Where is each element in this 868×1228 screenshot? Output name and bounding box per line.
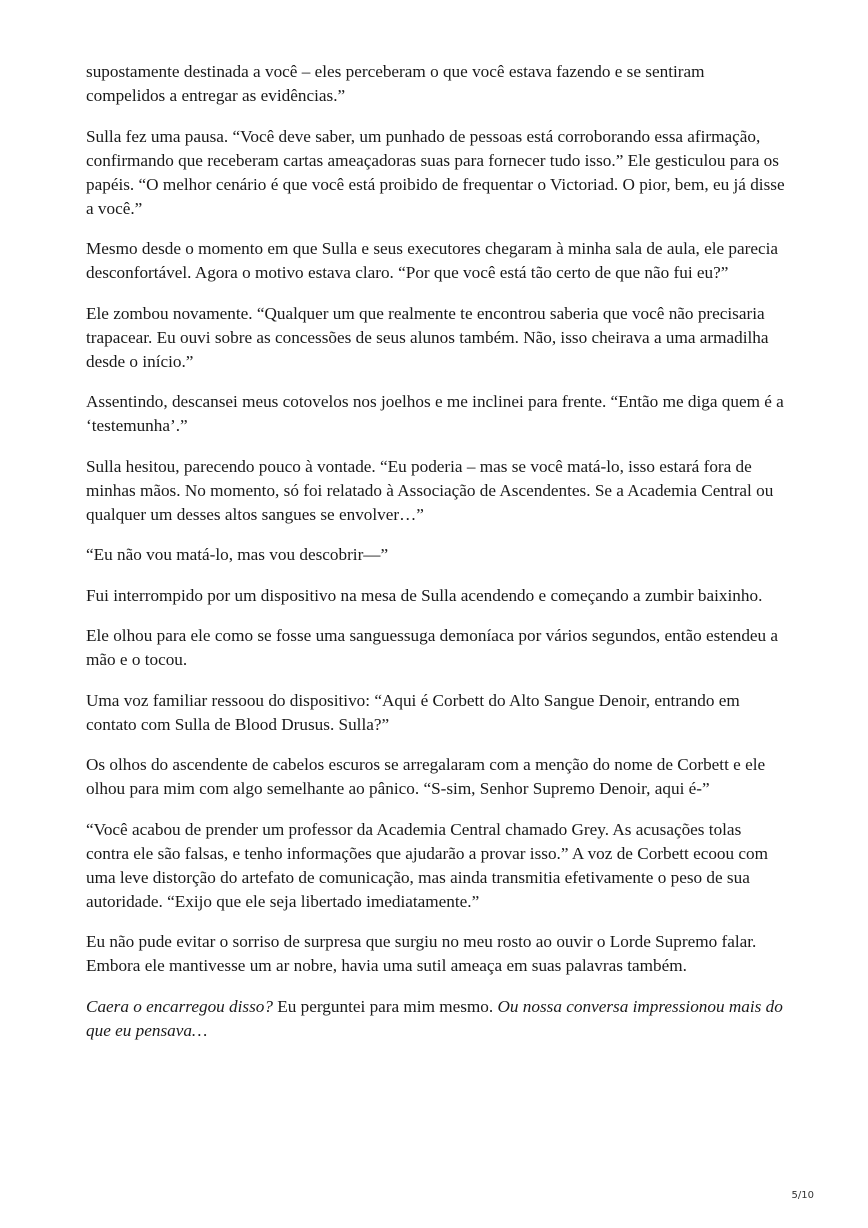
paragraph: Sulla hesitou, parecendo pouco à vontade. “Eu poderia – mas se você matá-lo, isso estará fora de minhas mãos. No momento, só foi relatado à Associação de Ascendentes. Se a Academia Central ou qualquer um desses altos sangues se envolver…”: [86, 456, 774, 524]
page-number: 5/10: [791, 1190, 814, 1201]
paragraph: supostamente destinada a você – eles perceberam o que você estava fazendo e se sentiram compelidos a entregar as evidências.”: [86, 62, 705, 105]
paragraph: Ele olhou para ele como se fosse uma sanguessuga demoníaca por vários segundos, então estendeu a mão e o tocou.: [86, 626, 779, 669]
italic-thought: Caera o encarregou disso?: [86, 996, 273, 1016]
narration-text: Eu perguntei para mim mesmo.: [272, 996, 498, 1016]
paragraph: Ele zombou novamente. “Qualquer um que realmente te encontrou saberia que você não precisaria trapacear. Eu ouvi sobre as concessões de seus alunos também. Não, isso cheirava a uma armadilha desde o início.”: [86, 303, 769, 371]
paragraph: Fui interrompido por um dispositivo na mesa de Sulla acendendo e começando a zumbir baixinho.: [86, 585, 763, 605]
paragraph: Sulla fez uma pausa. “Você deve saber, um punhado de pessoas está corroborando essa afirmação, confirmando que receberam cartas ameaçadoras suas para fornecer tudo isso.” Ele gesticulou para os papéis. “O melhor cenário é que você está proibido de frequentar o Victoriad. O pior, bem, eu já disse a você.”: [86, 126, 785, 218]
paragraph: Os olhos do ascendente de cabelos escuros se arregalaram com a menção do nome de Corbett e ele olhou para mim com algo semelhante ao pânico. “S-sim, Senhor Supremo Denoir, aqui é-”: [86, 755, 766, 798]
document-body: [86, 60, 786, 1059]
paragraph: Mesmo desde o momento em que Sulla e seus executores chegaram à minha sala de aula, ele parecia desconfortável. Agora o motivo estava claro. “Por que você está tão certo de que não fui eu?”: [86, 239, 779, 282]
paragraph: “Você acabou de prender um professor da Academia Central chamado Grey. As acusações tolas contra ele são falsas, e tenho informações que ajudarão a provar isso.” A voz de Corbett ecoou com uma leve distorção do artefato de comunicação, mas ainda transmitia efetivamente o peso de sua autoridade. “Exijo que ele seja libertado imediatamente.”: [86, 819, 769, 911]
paragraph: Eu não pude evitar o sorriso de surpresa que surgiu no meu rosto ao ouvir o Lorde Supremo falar. Embora ele mantivesse um ar nobre, havia uma sutil ameaça em suas palavras também.: [86, 932, 757, 975]
paragraph: Assentindo, descansei meus cotovelos nos joelhos e me inclinei para frente. “Então me diga quem é a ‘testemunha’.”: [86, 392, 784, 435]
paragraph: “Eu não vou matá-lo, mas vou descobrir—”: [86, 545, 389, 564]
paragraph: Uma voz familiar ressoou do dispositivo: “Aqui é Corbett do Alto Sangue Denoir, entrando em contato com Sulla de Blood Drusus. Sulla?”: [86, 690, 740, 734]
last-paragraph: [86, 995, 786, 1043]
italic-thought: Ou nossa conversa impressionou mais do que eu pensava…: [86, 996, 783, 1040]
